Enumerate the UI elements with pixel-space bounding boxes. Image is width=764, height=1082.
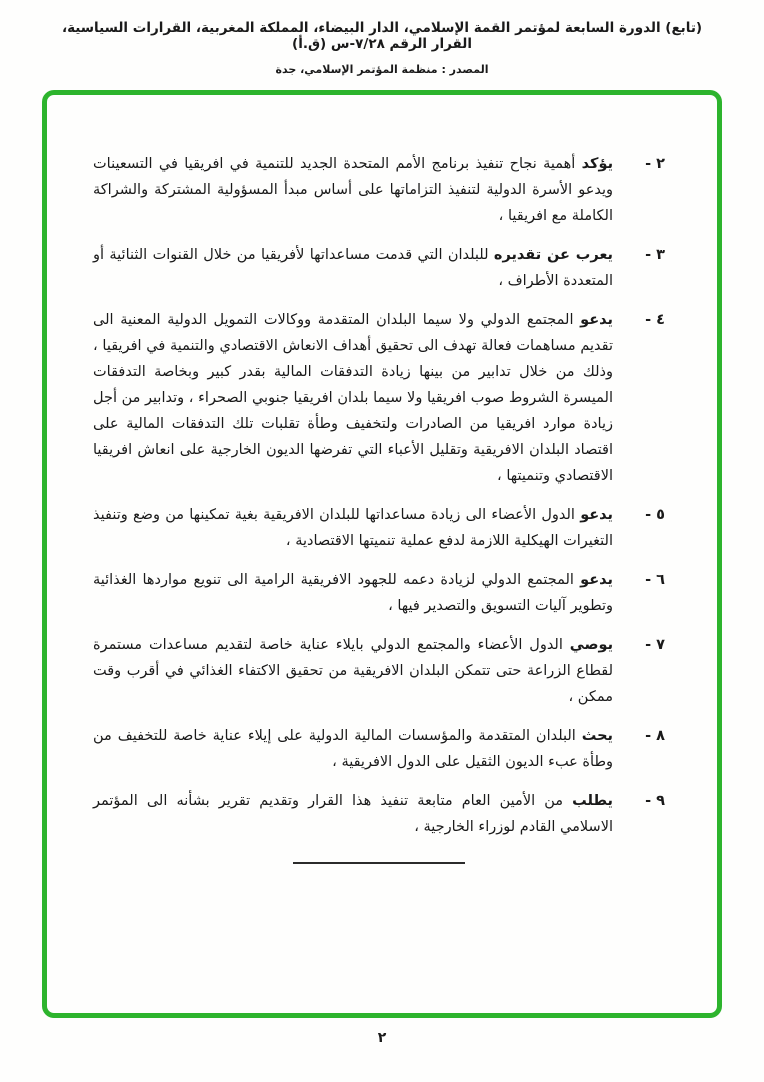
item-text — [93, 242, 613, 294]
item-lead-word: يحث — [581, 728, 613, 744]
section-divider — [293, 862, 465, 864]
item-lead-word: يدعو — [580, 572, 613, 588]
list-item — [93, 723, 665, 775]
document-header — [0, 0, 764, 76]
item-lead-word: يطلب — [572, 793, 613, 809]
item-number: ٣ - — [645, 247, 665, 263]
document-body — [47, 95, 717, 864]
list-item — [93, 632, 665, 710]
item-number: ٨ - — [645, 728, 665, 744]
item-text — [93, 788, 613, 840]
list-item — [93, 788, 665, 840]
item-text — [93, 723, 613, 775]
item-text — [93, 567, 613, 619]
item-body-text: للبلدان التي قدمت مساعداتها لأفريقيا من خلال القنوات الثنائية أو المتعددة الأطراف ، — [93, 247, 613, 289]
item-lead-word: يدعو — [580, 312, 613, 328]
item-body-text: الدول الأعضاء والمجتمع الدولي بايلاء عناية خاصة لتقديم مساعدات مستمرة لقطاع الزراعة حتى تتمكن البلدان الافريقية من تحقيق الاكتفاء الغذائي في أقرب وقت ممكن ، — [93, 637, 613, 705]
page-frame — [42, 90, 722, 1018]
item-number: ٢ - — [645, 156, 665, 172]
page-number: ٢ — [377, 1030, 387, 1046]
item-body-text: البلدان المتقدمة والمؤسسات المالية الدولية على إيلاء عناية خاصة للتخفيف من وطأة عبء الديون الثقيل على الدول الافريقية ، — [93, 728, 613, 770]
item-text — [93, 307, 613, 489]
item-lead-word: يوصي — [569, 637, 614, 653]
item-number: ٥ - — [645, 507, 665, 523]
item-text — [93, 502, 613, 554]
item-lead-word: يؤكد — [581, 156, 614, 172]
header-title-line: (تابع) الدورة السابعة لمؤتمر القمة الإسلامي، الدار البيضاء، المملكة المغربية، القرارات السياسية، القرار الرقم ٧/٢٨-س (ق.أ) — [61, 20, 703, 52]
header-source-line: المصدر : منظمة المؤتمر الإسلامي، جدة — [275, 63, 489, 76]
item-body-text: أهمية نجاح تنفيذ برنامج الأمم المتحدة الجديد للتنمية في افريقيا في التسعينات ويدعو الأسرة الدولية لتنفيذ التزاماتها على أساس مبدأ المسؤولية المشتركة والشراكة الكاملة مع افريقيا ، — [93, 156, 613, 224]
item-body-text: المجتمع الدولي لزيادة دعمه للجهود الافريقية الرامية الى تنويع مواردها الغذائية وتطوير آليات التسويق والتصدير فيها ، — [93, 572, 613, 614]
item-number: ٤ - — [645, 312, 665, 328]
item-lead-word: يعرب عن تقديره — [493, 247, 613, 263]
list-item — [93, 151, 665, 229]
item-number: ٧ - — [645, 637, 665, 653]
list-item — [93, 502, 665, 554]
item-body-text: الدول الأعضاء الى زيادة مساعداتها للبلدان الافريقية بغية تمكينها من وضع وتنفيذ التغيرات الهيكلية اللازمة لدفع عملية تنميتها الاقتصادية ، — [93, 507, 613, 549]
item-number: ٩ - — [645, 793, 665, 809]
item-lead-word: يدعو — [580, 507, 614, 523]
list-item — [93, 242, 665, 294]
item-body-text: المجتمع الدولي ولا سيما البلدان المتقدمة ووكالات التمويل الدولية المعنية الى تقديم مساهمات فعالة تهدف الى تحقيق أهداف الانعاش الاقتصادي والتنمية في افريقيا ، وذلك من خلال تدابير من بينها زيادة التدفقات المالية بقدر كبير وبخاصة التدفقات الميسرة الشروط صوب افريقيا ولا سيما بلدان افريقيا جنوبي الصحراء ، وتدابير من أجل زيادة موارد افريقيا من الصادرات ولتخفيف وطأة تقلبات تلك التدفقات المالية على اقتصاد البلدان الافريقية وتقليل الأعباء التي تفرضها الديون الخارجية على انعاش افريقيا الاقتصادي وتنميتها ، — [93, 312, 613, 484]
list-item — [93, 567, 665, 619]
item-text — [93, 632, 613, 710]
item-body-text: من الأمين العام متابعة تنفيذ هذا القرار وتقديم تقرير بشأنه الى المؤتمر الاسلامي القادم لوزراء الخارجية ، — [93, 793, 613, 835]
item-text — [93, 151, 613, 229]
item-number: ٦ - — [645, 572, 665, 588]
list-item — [93, 307, 665, 489]
